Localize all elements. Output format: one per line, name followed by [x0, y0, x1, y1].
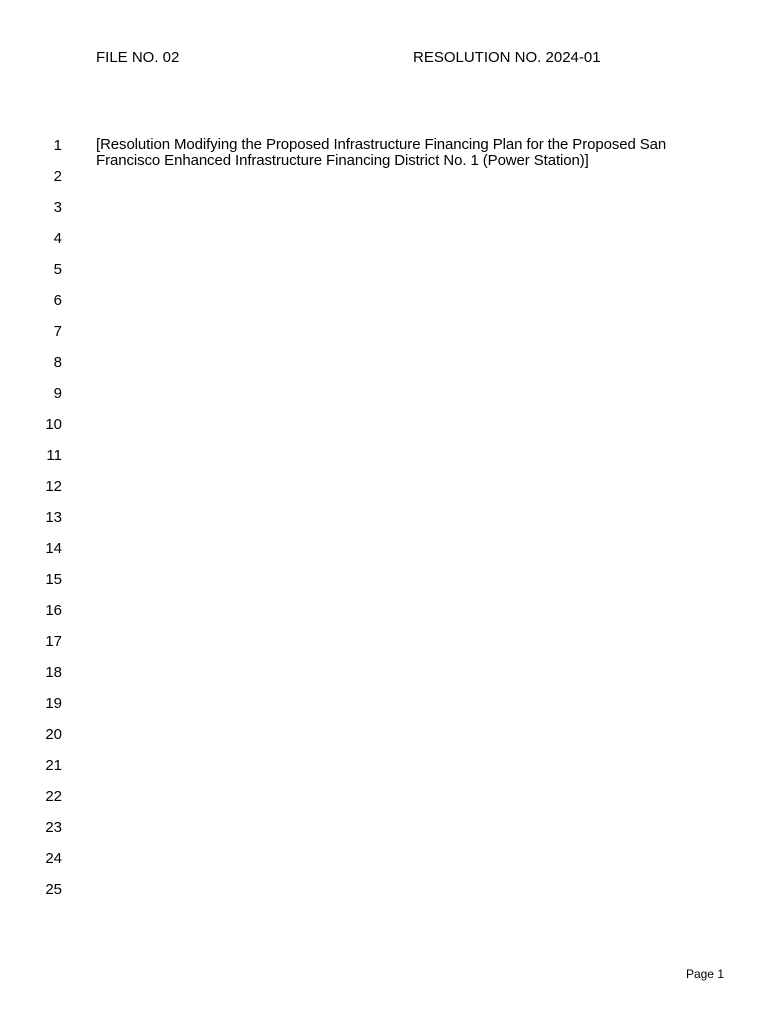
line-number: 19 [45, 695, 62, 712]
line-number: 22 [45, 788, 62, 805]
line-number: 18 [45, 664, 62, 681]
line-number: 25 [45, 881, 62, 898]
resolution-title [96, 137, 696, 169]
line-number: 3 [53, 199, 62, 216]
line-number: 17 [45, 633, 62, 650]
line-number: 16 [45, 602, 62, 619]
line-number: 12 [45, 478, 62, 495]
line-number: 21 [45, 757, 62, 774]
line-number: 6 [53, 292, 62, 309]
line-number: 4 [53, 230, 62, 247]
line-number-column [30, 137, 62, 912]
resolution-title-line: [Resolution Modifying the Proposed Infrastructure Financing Plan for the Proposed San [96, 136, 667, 153]
line-number: 5 [53, 261, 62, 278]
resolution-title-line: Francisco Enhanced Infrastructure Financing District No. 1 (Power Station)] [96, 152, 589, 169]
line-number: 23 [45, 819, 62, 836]
line-number: 8 [53, 354, 62, 371]
line-number: 15 [45, 571, 62, 588]
line-number: 11 [46, 447, 62, 464]
line-number: 20 [45, 726, 62, 743]
line-number: 2 [53, 168, 62, 185]
line-number: 10 [45, 416, 62, 433]
line-number: 13 [45, 509, 62, 526]
file-number: FILE NO. 02 [96, 49, 180, 66]
line-number: 7 [53, 323, 62, 340]
line-number: 24 [45, 850, 62, 867]
line-number: 14 [45, 540, 62, 557]
resolution-number: RESOLUTION NO. 2024-01 [413, 49, 601, 66]
line-number: 9 [53, 385, 62, 402]
line-number: 1 [53, 137, 62, 154]
page-number: Page 1 [685, 967, 724, 981]
